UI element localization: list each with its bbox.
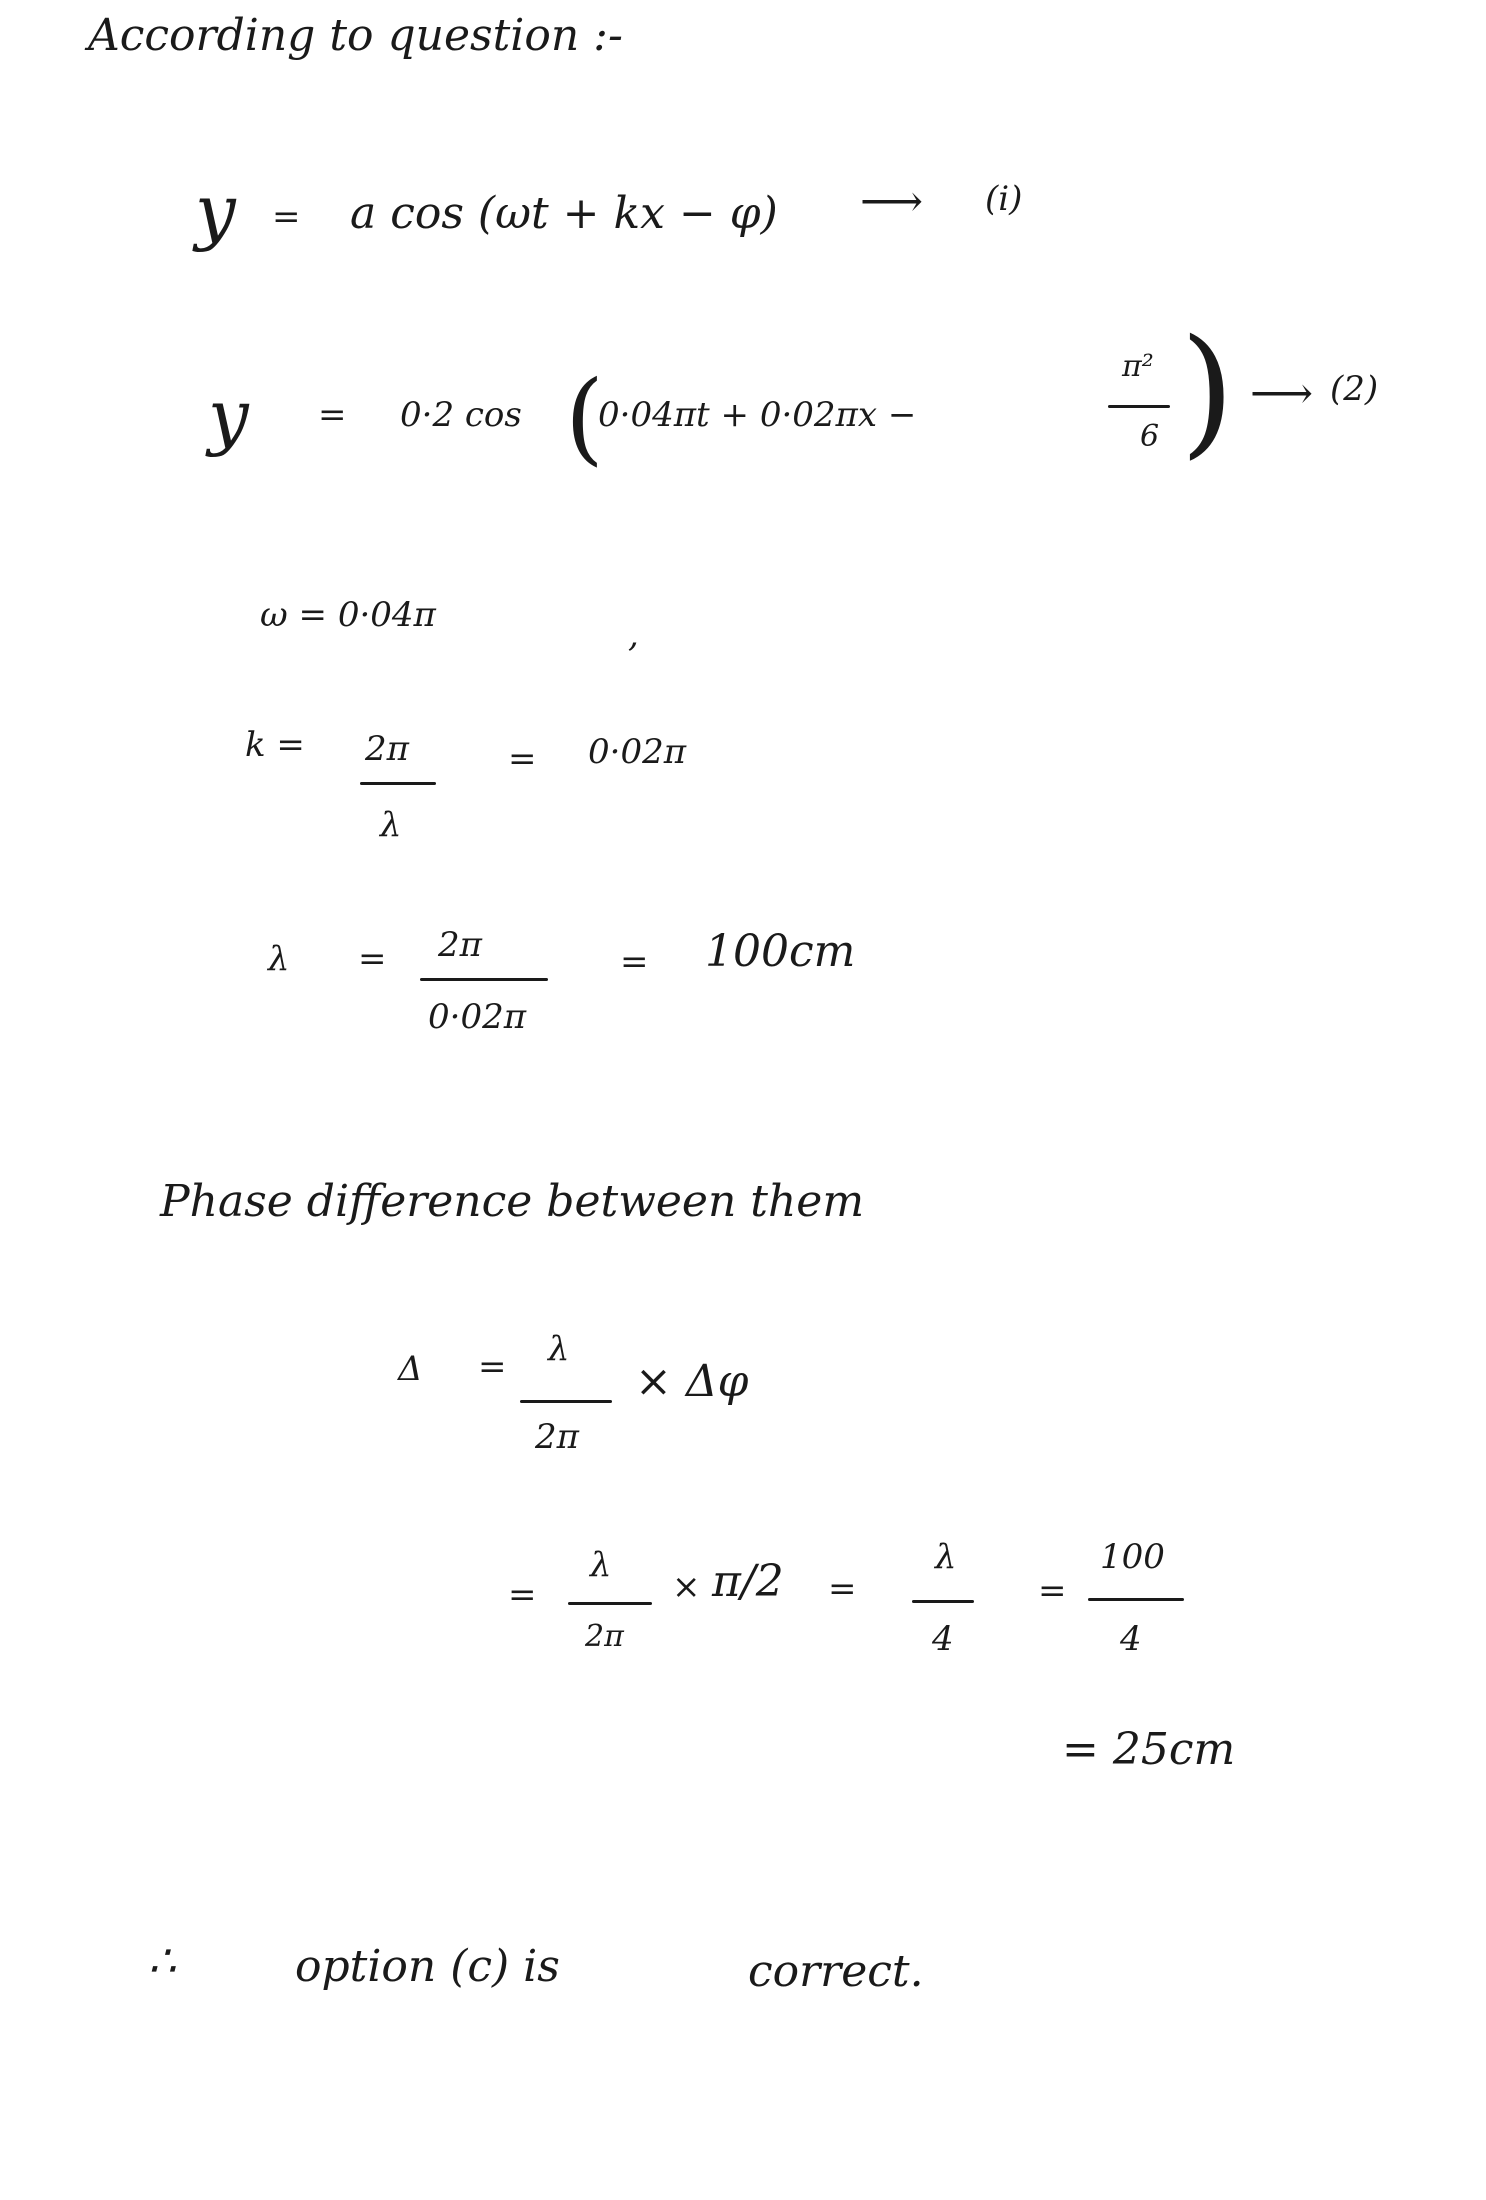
eq2-open-paren: (	[565, 359, 605, 476]
conclusion-text: option (c) is	[295, 1941, 560, 1992]
eq1-rhs: a cos (ωt + kx − φ)	[350, 188, 778, 239]
delta-equals: =	[478, 1347, 507, 1387]
delta-lhs: Δ	[398, 1349, 423, 1389]
lambda-denominator: 0·02π	[428, 997, 527, 1037]
calc-pi-over-2: π/2	[712, 1556, 784, 1607]
eq2-coefficient: 0·2 cos	[400, 395, 522, 435]
eq1-ref: (i)	[985, 179, 1023, 219]
calc-fraction-bar-3	[1088, 1598, 1184, 1601]
lambda-fraction-bar	[420, 978, 548, 981]
calc-numerator-1: λ	[590, 1545, 612, 1585]
eq2-close-paren: )	[1180, 310, 1235, 473]
k-numerator: 2π	[365, 729, 409, 769]
k-lhs: k =	[245, 725, 305, 765]
eq2-lhs: y	[208, 374, 249, 458]
eq2-fraction-denominator: 6	[1140, 419, 1160, 454]
conclusion-correct: correct.	[748, 1946, 924, 1997]
lambda-lhs: λ	[268, 939, 290, 979]
phase-heading: Phase difference between them	[160, 1176, 865, 1227]
calc-times: ×	[672, 1567, 701, 1607]
eq2-equals: =	[318, 395, 347, 435]
delta-fraction-bar	[520, 1400, 612, 1403]
lambda-value: 100cm	[705, 926, 856, 977]
calc-fraction-bar-1	[568, 1602, 652, 1605]
calc-numerator-2: λ	[935, 1537, 957, 1577]
delta-denominator: 2π	[535, 1417, 579, 1457]
k-fraction-bar	[360, 782, 436, 785]
calc-denominator-2: 4	[932, 1619, 954, 1659]
eq2-arrow: ⟶	[1250, 368, 1314, 419]
lambda-equals-2: =	[620, 942, 649, 982]
calc-numerator-3: 100	[1100, 1537, 1165, 1577]
lambda-numerator: 2π	[438, 925, 482, 965]
eq2-fraction-numerator: π²	[1122, 349, 1154, 384]
k-equals: =	[508, 739, 537, 779]
eq2-argument: 0·04πt + 0·02πx −	[598, 395, 917, 435]
calc-equals: =	[508, 1575, 537, 1615]
delta-rest: × Δφ	[635, 1356, 749, 1407]
lambda-equals: =	[358, 939, 387, 979]
eq2-ref: (2)	[1330, 369, 1379, 409]
calc-fraction-bar-2	[912, 1600, 974, 1603]
result: = 25cm	[1062, 1724, 1236, 1775]
eq1-equals: =	[272, 197, 301, 237]
therefore-symbol: ∴	[148, 1936, 176, 1987]
eq1-arrow: ⟶	[860, 176, 924, 227]
omega-line: ω = 0·04π	[260, 595, 436, 635]
k-value: 0·02π	[588, 732, 687, 772]
omega-comma: ,	[628, 615, 639, 655]
calc-equals-3: =	[1038, 1571, 1067, 1611]
calc-denominator-1: 2π	[585, 1619, 624, 1654]
delta-numerator: λ	[548, 1329, 570, 1369]
eq2-fraction-bar	[1108, 405, 1170, 408]
eq1-lhs: y	[195, 169, 236, 253]
calc-denominator-3: 4	[1120, 1619, 1142, 1659]
heading: According to question :-	[88, 10, 623, 61]
calc-equals-2: =	[828, 1569, 857, 1609]
k-denominator: λ	[380, 805, 402, 845]
